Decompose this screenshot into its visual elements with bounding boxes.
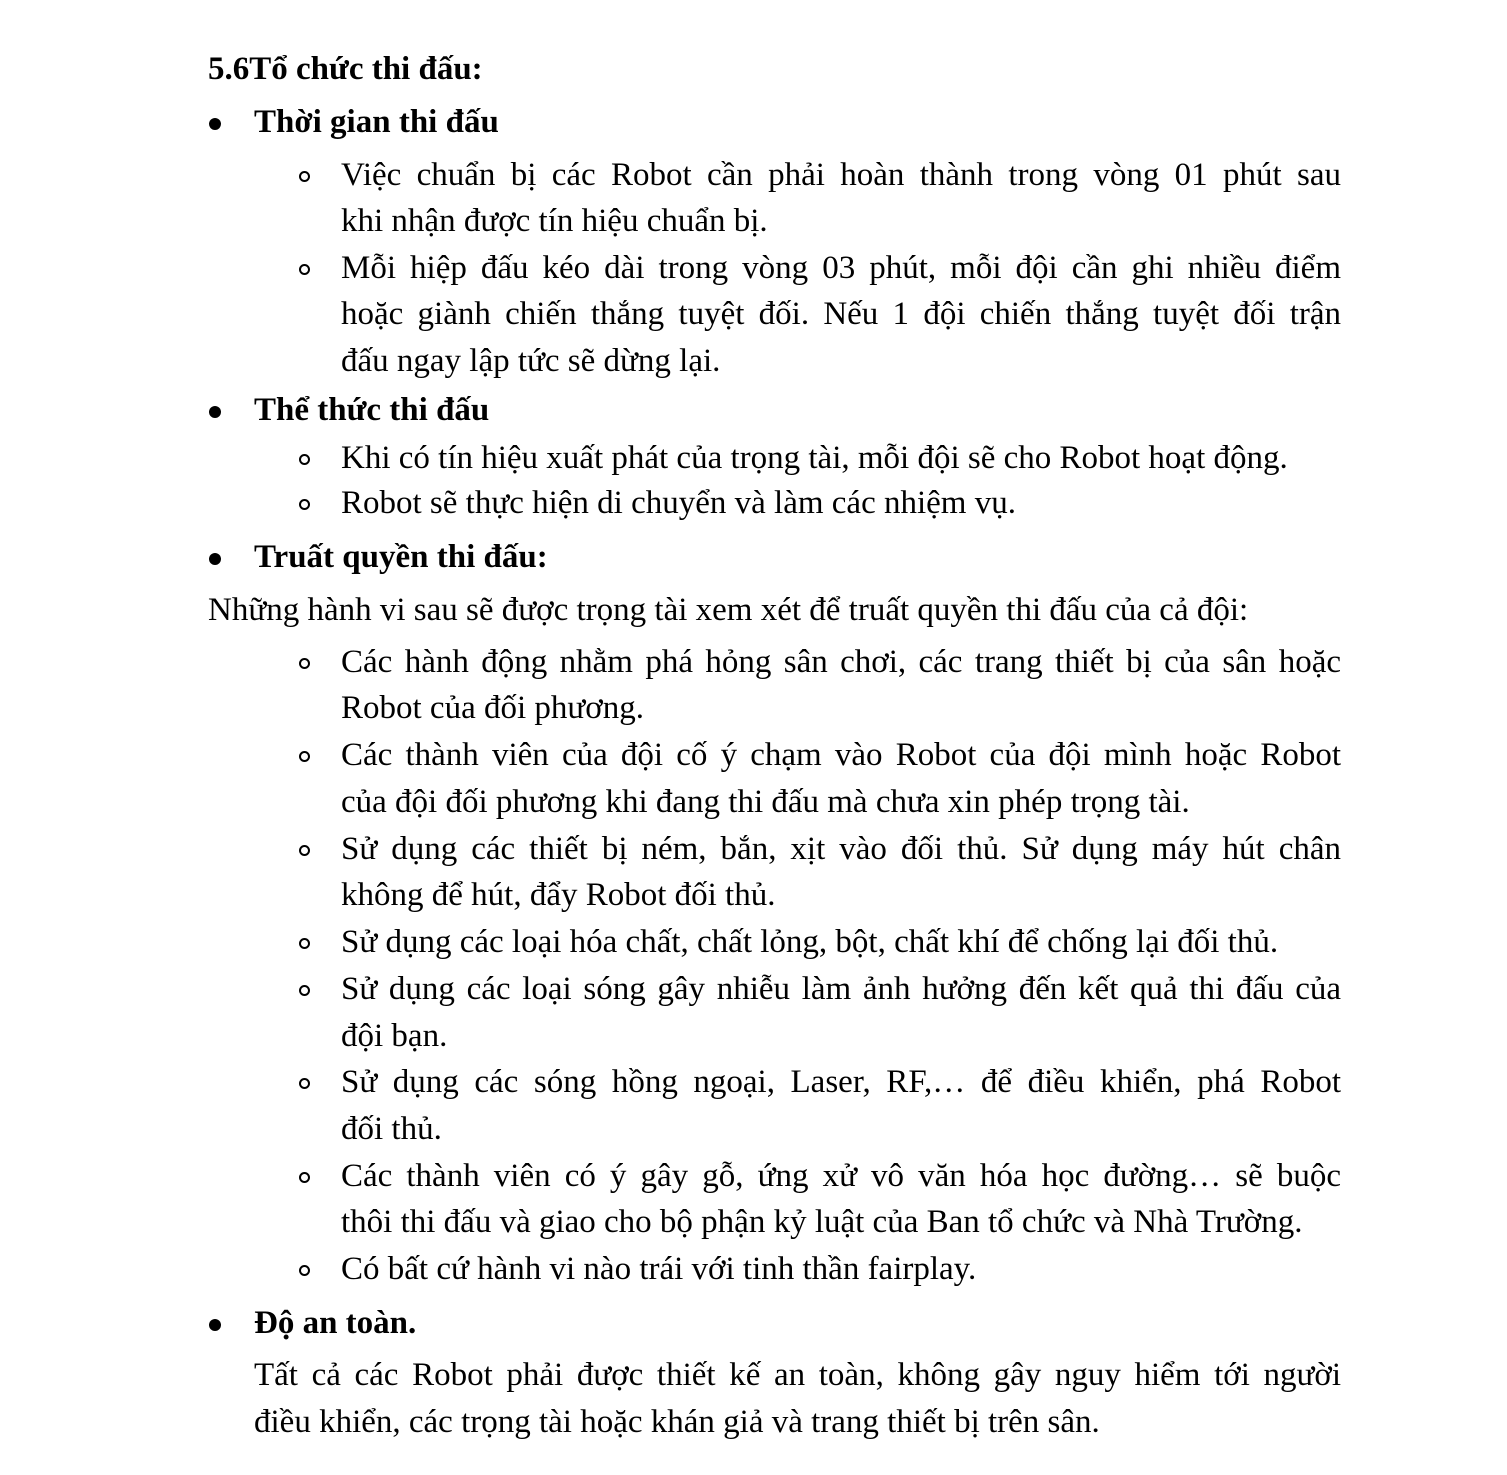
- paragraph-line: điều khiển, các trọng tài hoặc khán giả và trang thiết bị trên sân.: [254, 1404, 1100, 1440]
- bullet-ring-icon: [299, 845, 310, 856]
- list-item-line: hoặc giành chiến thắng tuyệt đối. Nếu 1 đội chiến thắng tuyệt đối trận: [341, 296, 1341, 332]
- list-item-line: Sử dụng các sóng hồng ngoại, Laser, RF,… để điều khiển, phá Robot: [341, 1064, 1341, 1100]
- section-intro: Những hành vi sau sẽ được trọng tài xem xét để truất quyền thi đấu của cả đội:: [208, 592, 1249, 628]
- bullet-ring-icon: [299, 1172, 310, 1183]
- bullet-ring-icon: [299, 1078, 310, 1089]
- bullet-ring-icon: [299, 264, 310, 275]
- bullet-ring-icon: [299, 751, 310, 762]
- section-title-the-thuc: Thể thức thi đấu: [254, 392, 490, 428]
- bullet-ring-icon: [299, 985, 310, 996]
- list-item-line: Các hành động nhằm phá hỏng sân chơi, các trang thiết bị của sân hoặc: [341, 644, 1341, 680]
- list-item-line: Các thành viên của đội cố ý chạm vào Robot của đội mình hoặc Robot: [341, 737, 1341, 773]
- list-item-line: Robot của đối phương.: [341, 690, 644, 726]
- bullet-dot-icon: [209, 406, 221, 418]
- bullet-ring-icon: [299, 454, 310, 465]
- list-item-line: của đội đối phương khi đang thi đấu mà chưa xin phép trọng tài.: [341, 784, 1190, 820]
- list-item-line: đối thủ.: [341, 1111, 442, 1147]
- list-item-line: Sử dụng các loại sóng gây nhiễu làm ảnh hưởng đến kết quả thi đấu của: [341, 971, 1341, 1007]
- list-item-line: Có bất cứ hành vi nào trái với tinh thần fairplay.: [341, 1251, 977, 1287]
- section-title-thoi-gian: Thời gian thi đấu: [254, 104, 499, 140]
- bullet-ring-icon: [299, 171, 310, 182]
- bullet-dot-icon: [209, 118, 221, 130]
- list-item-line: Sử dụng các loại hóa chất, chất lỏng, bột, chất khí để chống lại đối thủ.: [341, 924, 1279, 960]
- bullet-ring-icon: [299, 658, 310, 669]
- bullet-ring-icon: [299, 938, 310, 949]
- list-item-line: khi nhận được tín hiệu chuẩn bị.: [341, 203, 768, 239]
- section-title-truat-quyen: Truất quyền thi đấu:: [254, 539, 548, 575]
- list-item-line: Việc chuẩn bị các Robot cần phải hoàn thành trong vòng 01 phút sau: [341, 157, 1341, 193]
- list-item-line: Khi có tín hiệu xuất phát của trọng tài, mỗi đội sẽ cho Robot hoạt động.: [341, 440, 1288, 476]
- list-item-line: đấu ngay lập tức sẽ dừng lại.: [341, 343, 721, 379]
- bullet-ring-icon: [299, 1265, 310, 1276]
- list-item-line: Mỗi hiệp đấu kéo dài trong vòng 03 phút, mỗi đội cần ghi nhiều điểm: [341, 250, 1341, 286]
- bullet-dot-icon: [209, 553, 221, 565]
- list-item-line: thôi thi đấu và giao cho bộ phận kỷ luật của Ban tổ chức và Nhà Trường.: [341, 1204, 1303, 1240]
- section-heading: 5.6Tổ chức thi đấu:: [208, 51, 483, 87]
- list-item-line: Các thành viên có ý gây gỗ, ứng xử vô văn hóa học đường… sẽ buộc: [341, 1158, 1341, 1194]
- section-title-do-an-toan: Độ an toàn.: [254, 1305, 417, 1341]
- list-item-line: Sử dụng các thiết bị ném, bắn, xịt vào đối thủ. Sử dụng máy hút chân: [341, 831, 1341, 867]
- list-item-line: đội bạn.: [341, 1018, 448, 1054]
- list-item-line: Robot sẽ thực hiện di chuyển và làm các nhiệm vụ.: [341, 485, 1016, 521]
- paragraph-line: Tất cả các Robot phải được thiết kế an toàn, không gây nguy hiểm tới người: [254, 1357, 1341, 1393]
- bullet-dot-icon: [209, 1319, 221, 1331]
- list-item-line: không để hút, đẩy Robot đối thủ.: [341, 877, 776, 913]
- bullet-ring-icon: [299, 499, 310, 510]
